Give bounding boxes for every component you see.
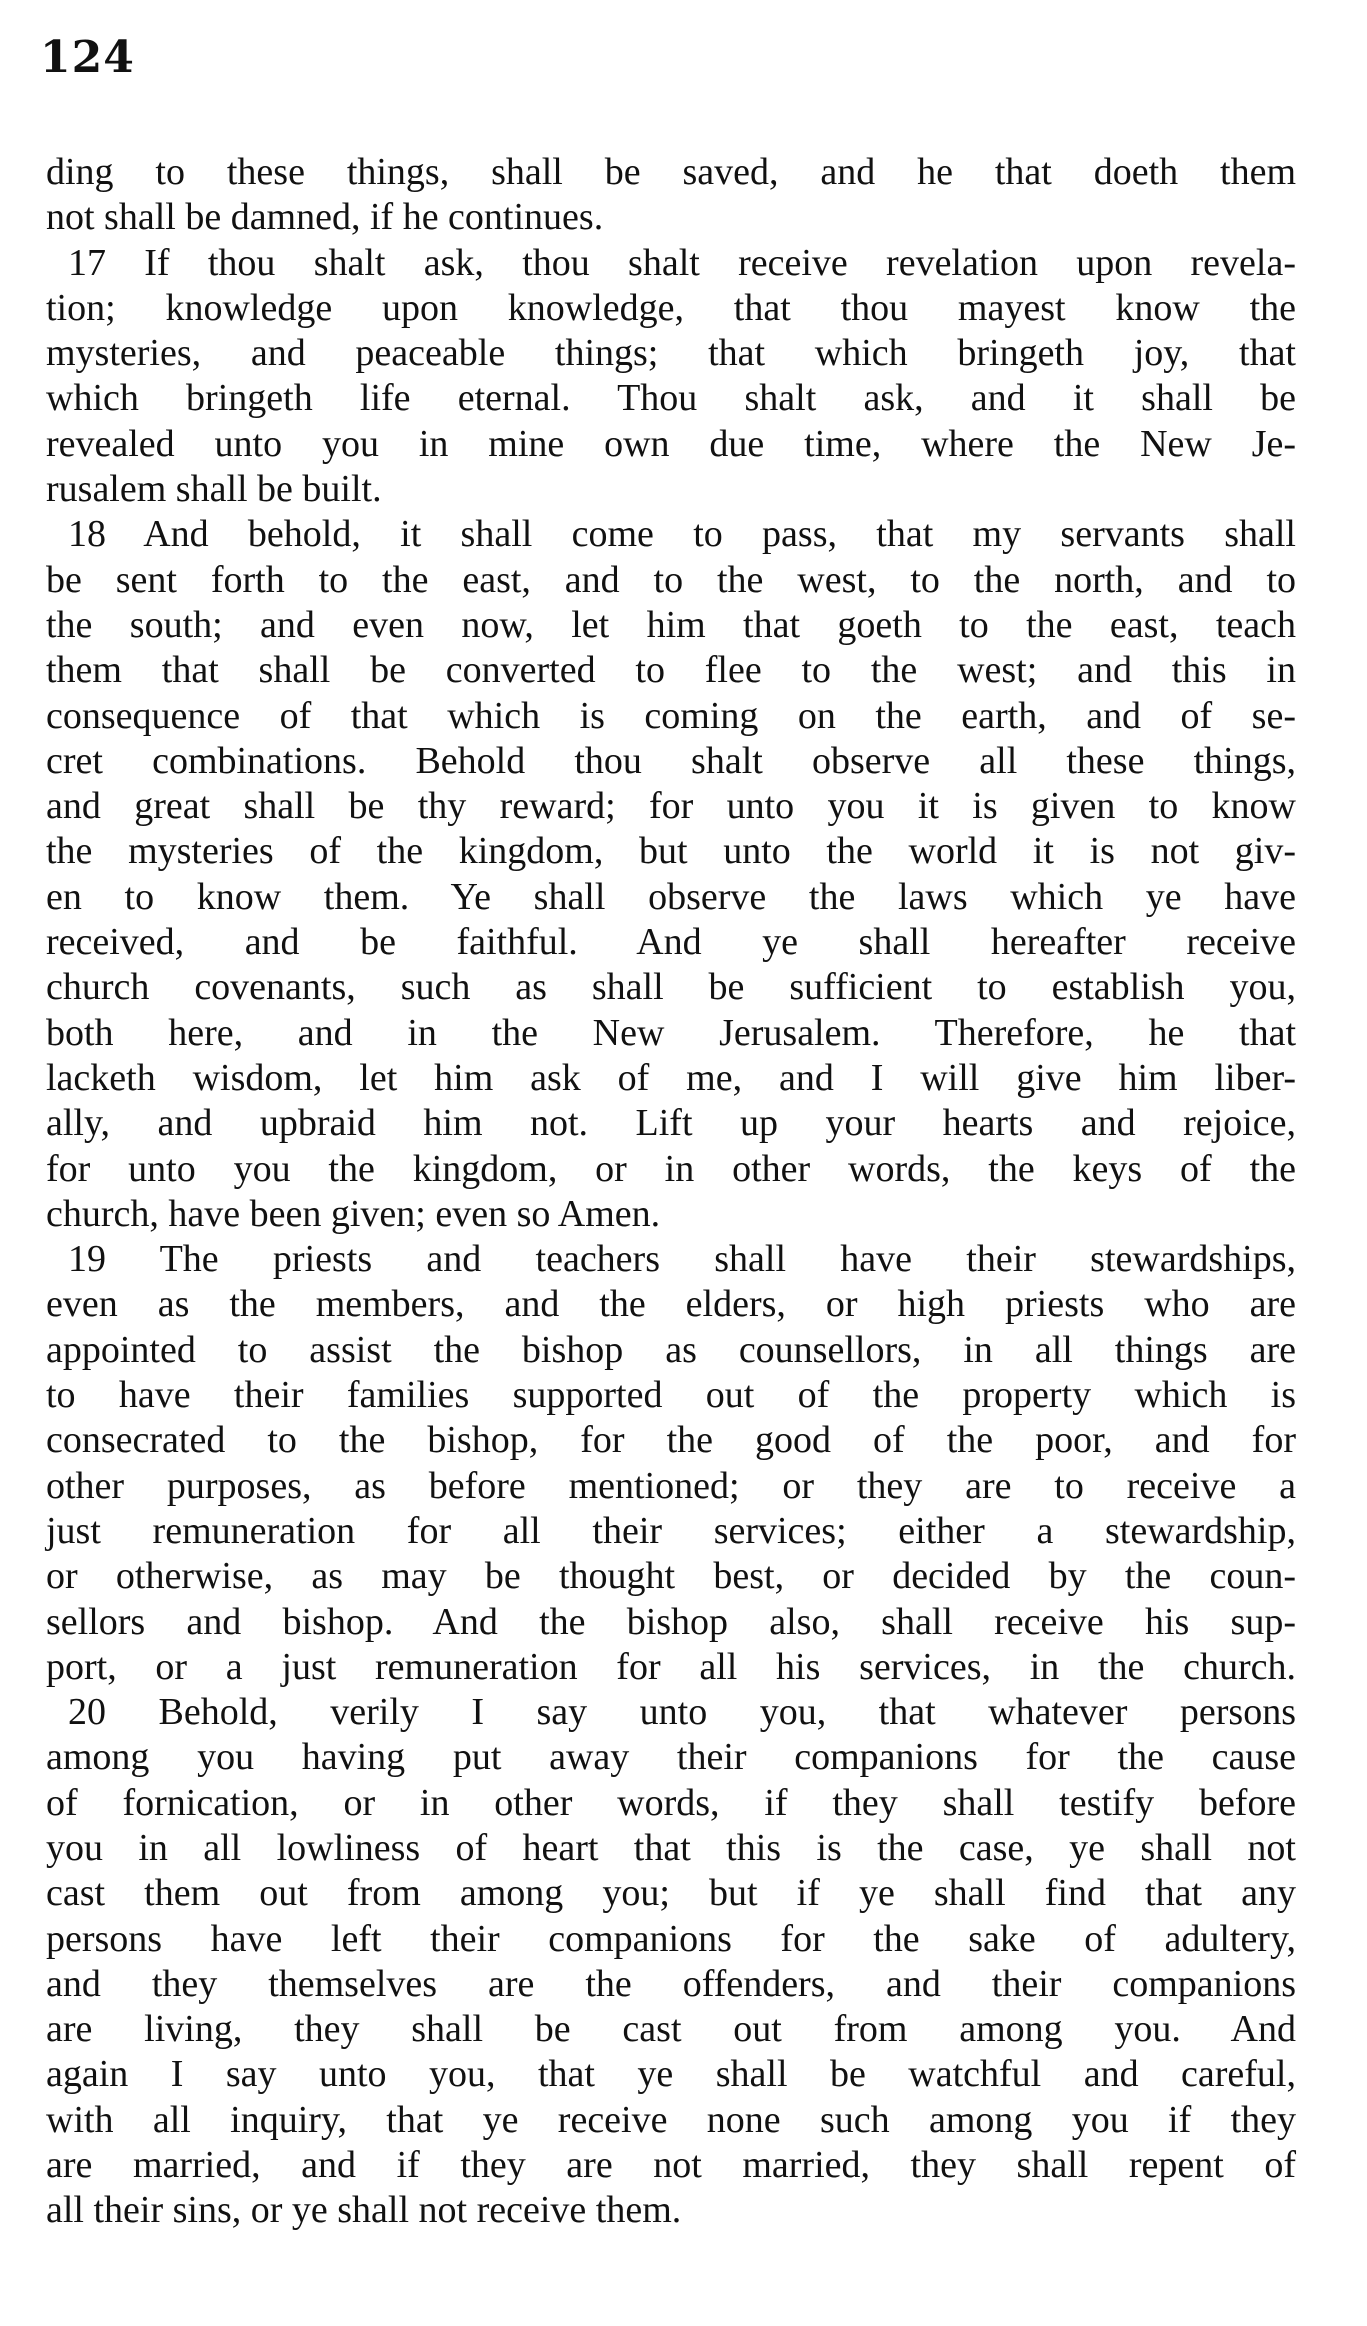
paragraph-first-line: 20 Behold, verily I say unto you, that whatever persons <box>68 1691 1296 1734</box>
page-number: 124 <box>40 32 135 83</box>
text-line: consecrated to the bishop, for the good of the poor, and for <box>46 1419 1296 1462</box>
text-line: of fornication, or in other words, if they shall testify before <box>46 1781 1296 1824</box>
paragraph-first-line: 17 If thou shalt ask, thou shalt receive revelation upon revela- <box>68 241 1296 284</box>
text-line: among you having put away their companions for the cause <box>46 1736 1296 1779</box>
text-line: other purposes, as before mentioned; or they are to receive a <box>46 1464 1296 1507</box>
text-line: with all inquiry, that ye receive none such among you if they <box>46 2098 1296 2141</box>
text-line: revealed unto you in mine own due time, where the New Je- <box>46 422 1296 465</box>
text-line: are living, they shall be cast out from among you. And <box>46 2008 1296 2051</box>
text-line: which bringeth life eternal. Thou shalt ask, and it shall be <box>46 377 1296 420</box>
text-line: church, have been given; even so Amen. <box>46 1192 661 1235</box>
text-line: and great shall be thy reward; for unto you it is given to know <box>46 785 1296 828</box>
text-line: be sent forth to the east, and to the west, to the north, and to <box>46 558 1296 601</box>
text-line: received, and be faithful. And ye shall hereafter receive <box>46 921 1296 964</box>
text-line: for unto you the kingdom, or in other words, the keys of the <box>46 1147 1296 1190</box>
text-line: port, or a just remuneration for all his services, in the church. <box>46 1645 1296 1688</box>
body-text <box>46 150 1296 2234</box>
text-line: all their sins, or ye shall not receive them. <box>46 2189 682 2232</box>
text-line: consequence of that which is coming on the earth, and of se- <box>46 694 1296 737</box>
text-line: not shall be damned, if he continues. <box>46 196 604 239</box>
text-line: both here, and in the New Jerusalem. Therefore, he that <box>46 1011 1296 1054</box>
text-line: them that shall be converted to flee to the west; and this in <box>46 649 1296 692</box>
text-line: the south; and even now, let him that goeth to the east, teach <box>46 603 1296 646</box>
text-line: rusalem shall be built. <box>46 468 382 511</box>
text-line: sellors and bishop. And the bishop also, shall receive his sup- <box>46 1600 1296 1643</box>
text-line: cret combinations. Behold thou shalt observe all these things, <box>46 739 1296 782</box>
text-line: and they themselves are the offenders, and their companions <box>46 1962 1296 2005</box>
paragraph-first-line: 18 And behold, it shall come to pass, that my servants shall <box>68 513 1296 556</box>
text-line: persons have left their companions for the sake of adultery, <box>46 1917 1296 1960</box>
text-line: en to know them. Ye shall observe the laws which ye have <box>46 875 1296 918</box>
text-line: are married, and if they are not married, they shall repent of <box>46 2144 1296 2187</box>
text-line: tion; knowledge upon knowledge, that thou mayest know the <box>46 286 1296 329</box>
text-line: to have their families supported out of the property which is <box>46 1374 1296 1417</box>
text-line: you in all lowliness of heart that this is the case, ye shall not <box>46 1826 1296 1869</box>
text-line: mysteries, and peaceable things; that which bringeth joy, that <box>46 332 1296 375</box>
text-line: just remuneration for all their services; either a stewardship, <box>46 1509 1296 1552</box>
text-line: or otherwise, as may be thought best, or decided by the coun- <box>46 1555 1296 1598</box>
text-line: the mysteries of the kingdom, but unto the world it is not giv- <box>46 830 1296 873</box>
text-line: even as the members, and the elders, or high priests who are <box>46 1283 1296 1326</box>
text-line: again I say unto you, that ye shall be watchful and careful, <box>46 2053 1296 2096</box>
text-line: cast them out from among you; but if ye shall find that any <box>46 1872 1296 1915</box>
text-line: appointed to assist the bishop as counsellors, in all things are <box>46 1328 1296 1371</box>
paragraph-first-line: 19 The priests and teachers shall have their stewardships, <box>68 1238 1296 1281</box>
text-line: church covenants, such as shall be sufficient to establish you, <box>46 966 1296 1009</box>
text-line: ally, and upbraid him not. Lift up your hearts and rejoice, <box>46 1102 1296 1145</box>
text-line: lacketh wisdom, let him ask of me, and I will give him liber- <box>46 1056 1296 1099</box>
text-line: ding to these things, shall be saved, and he that doeth them <box>46 151 1296 193</box>
